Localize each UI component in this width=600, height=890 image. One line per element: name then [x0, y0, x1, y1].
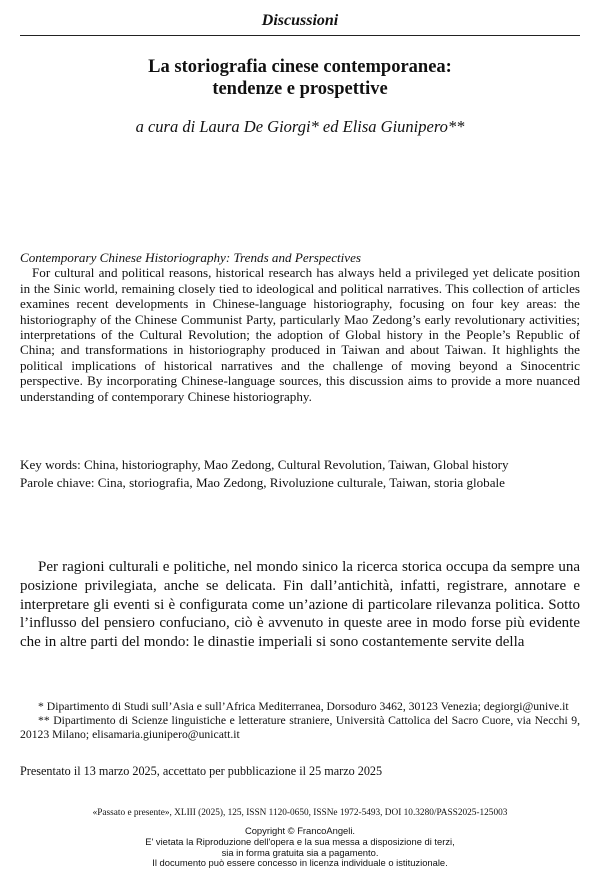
header-rule [20, 35, 580, 36]
keywords [20, 457, 580, 491]
abstract-text: For cultural and political reasons, historical research has always held a privileged yet delicate position in the Sinic world, remaining closely tied to ideological and political narratives. This collection of articles examines recent developments in Chinese-language historiography, focusing on four key areas: the historiography of the Chinese Communist Party, particularly Mao Zedong’s early revolutionary activities; interpretations of the Cultural Revolution; the adoption of Global history in the People’s Republic of China; and transformations in historiography produced in Taiwan and about Taiwan. It highlights the political implications of historical narratives and the challenge of moving beyond a Sinocentric perspective. By incorporating Chinese-language sources, this discussion aims to provide a more nuanced understanding of contemporary Chinese historiography. [20, 265, 580, 404]
copyright-line-2: E' vietata la Riproduzione dell'opera e la sua messa a disposizione di terzi, [145, 835, 455, 847]
submission-dates: Presentato il 13 marzo 2025, accettato per pubblicazione il 25 marzo 2025 [20, 764, 383, 778]
intro-paragraph: Per ragioni culturali e politiche, nel mondo sinico la ricerca storica occupa da sempre una posizione privilegiata, anche se delicata. Fin dall’antichità, infatti, registrare, annotare e interpretare gli eventi si è configurata come un’azione di particolare rilevanza politica. Sotto l’influsso del pensiero confuciano, ciò è avvenuto in queste aree in modo forse più evidente che in altre parti del mondo: le dinastie imperiali si sono costantemente servite della [20, 559, 580, 651]
copyright-line-4: Il documento può essere concesso in licenza individuale o istituzionale. [152, 857, 448, 869]
article-title-line-2: tendenze e prospettive [212, 79, 388, 99]
abstract [20, 250, 580, 404]
article-title-line-1: La storiografia cinese contemporanea: [148, 57, 452, 77]
copyright-notice [20, 826, 580, 869]
footnotes [20, 700, 580, 743]
footnote-1: * Dipartimento di Studi sull’Asia e sull’Africa Mediterranea, Dorsoduro 3462, 30123 Venezia; degiorgi@unive.it [38, 700, 569, 713]
section-label: Discussioni [261, 12, 339, 29]
article-editors: a cura di Laura De Giorgi* ed Elisa Giunipero** [135, 117, 465, 136]
footnote-2: ** Dipartimento di Scienze linguistiche e letterature straniere, Università Cattolica del Sacro Cuore, via Necchi 9, 20123 Milano; elisamaria.giunipero@unicatt.it [20, 714, 580, 742]
keywords-english: Key words: China, historiography, Mao Zedong, Cultural Revolution, Taiwan, Global history [20, 457, 509, 472]
keywords-italian: Parole chiave: Cina, storiografia, Mao Zedong, Rivoluzione culturale, Taiwan, storia globale [20, 475, 505, 491]
journal-citation: «Passato e presente», XLIII (2025), 125, ISSN 1120-0650, ISSNe 1972-5493, DOI 10.3280/PASS2025-125003 [92, 808, 508, 818]
abstract-heading: Contemporary Chinese Historiography: Trends and Perspectives [20, 250, 362, 265]
article-title [20, 56, 580, 100]
copyright-line-1: Copyright © FrancoAngeli. [244, 825, 356, 836]
copyright-line-3: sia in forma gratuita sia a pagamento. [221, 846, 379, 858]
